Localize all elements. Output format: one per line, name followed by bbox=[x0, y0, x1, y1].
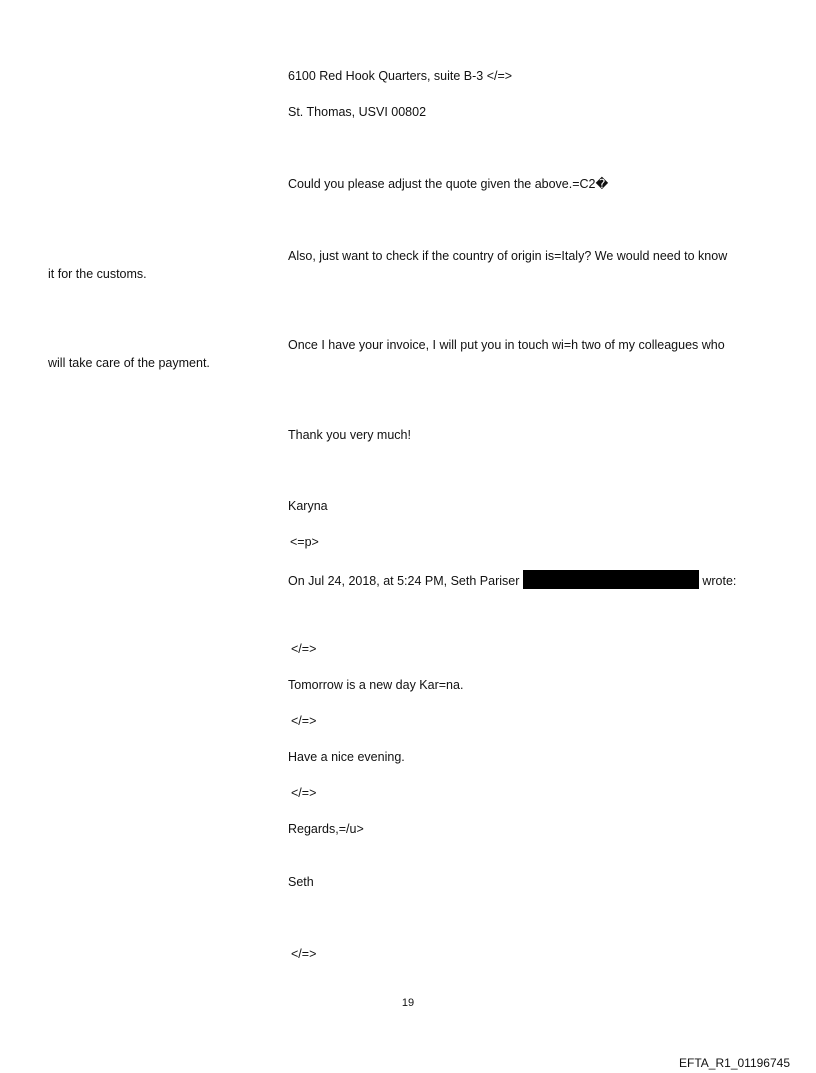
thanks-text: Thank you very much! bbox=[288, 428, 411, 442]
markup-artifact-4: </=> bbox=[291, 947, 317, 961]
quoted-header-suffix: wrote: bbox=[702, 574, 737, 588]
markup-artifact-1: </=> bbox=[291, 642, 317, 656]
origin-question-line-1: Also, just want to check if the country of origin is=Italy? We would need to know bbox=[288, 249, 728, 263]
origin-question-line-2: it for the customs. bbox=[48, 267, 147, 281]
signature-karyna: Karyna bbox=[288, 499, 328, 513]
markup-artifact-p: <=p> bbox=[290, 535, 319, 549]
markup-artifact-3: </=> bbox=[291, 786, 317, 800]
markup-artifact-2: </=> bbox=[291, 714, 317, 728]
quoted-header bbox=[288, 570, 736, 589]
invoice-line-1: Once I have your invoice, I will put you in touch wi=h two of my colleagues who bbox=[288, 338, 725, 352]
nice-evening-text: Have a nice evening. bbox=[288, 750, 405, 764]
document-id: EFTA_R1_01196745 bbox=[679, 1056, 790, 1070]
address-line-2: St. Thomas, USVI 00802 bbox=[288, 105, 427, 119]
quoted-header-prefix: On Jul 24, 2018, at 5:24 PM, Seth Pariser bbox=[288, 574, 520, 588]
page-number: 19 bbox=[401, 997, 415, 1009]
invoice-line-2: will take care of the payment. bbox=[48, 356, 210, 370]
address-line-1: 6100 Red Hook Quarters, suite B-3 </=> bbox=[288, 69, 513, 83]
redacted-email-address bbox=[523, 570, 699, 589]
quote-request-text: Could you please adjust the quote given the above.=C2� bbox=[288, 177, 609, 191]
tomorrow-text: Tomorrow is a new day Kar=na. bbox=[288, 678, 464, 692]
signature-seth: Seth bbox=[288, 875, 314, 889]
regards-text: Regards,=/u> bbox=[288, 822, 364, 836]
